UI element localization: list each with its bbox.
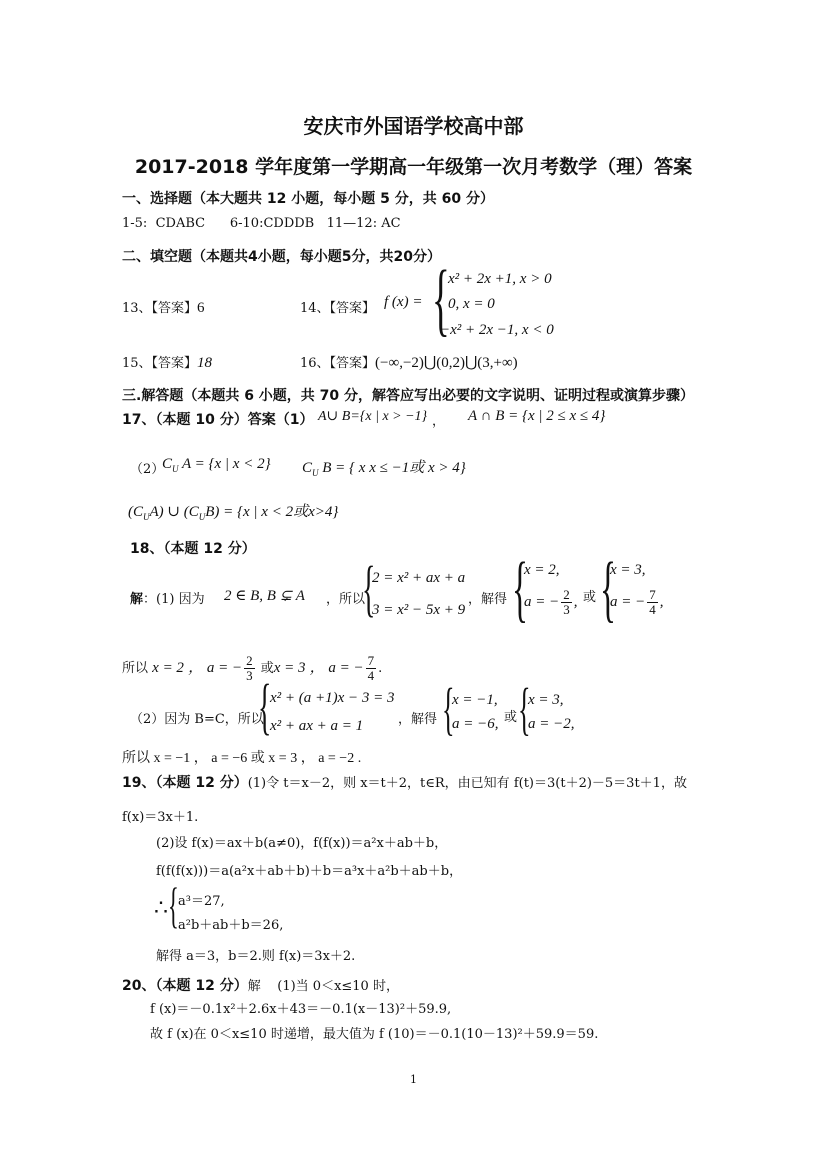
- q18-p2-s2b: a = −2,: [528, 716, 575, 732]
- exam-title: 2017-2018 学年度第一学期高一年级第一次月考数学（理）答案: [134, 156, 693, 178]
- q18-p2-concl: 所以 x = −1 ， a = −6 或 x = 3 ， a = −2 .: [122, 751, 362, 766]
- q20-line2: f (x)＝－0.1x²＋2.6x＋43＝－0.1(x－13)²＋59.9,: [150, 1002, 452, 1017]
- concl-x2: x = 2: [152, 660, 184, 676]
- q15-value: 18: [197, 355, 213, 371]
- cub-c: C: [302, 460, 313, 476]
- q14-case3: −x² + 2x −1, x < 0: [440, 322, 554, 338]
- q13-value: 6: [197, 300, 205, 316]
- q20-text1: 解 (1)当 0＜x≤10 时，: [247, 979, 399, 994]
- q18-brace1: {: [362, 555, 376, 623]
- q16-answer: [300, 352, 518, 372]
- q19-line4: f(f(f(x)))＝a(a²x＋ab＋b)＋b＝a³x＋a²b＋ab＋b，: [156, 864, 463, 879]
- q17-complement-union: [128, 500, 338, 522]
- q14-case1: x² + 2x +1, x > 0: [448, 271, 552, 287]
- cu-open: (C: [128, 504, 143, 520]
- s2b-num: 7: [649, 587, 656, 602]
- q18-p2-s2a: x = 3,: [528, 692, 564, 708]
- q18-brace3: {: [600, 548, 616, 630]
- q19-line1: [122, 772, 687, 792]
- q15-answer: [122, 352, 212, 372]
- page-number: 1: [410, 1073, 417, 1086]
- section1-heading: 一、选择题（本大题共 12 小题，每小题 5 分，共 60 分）: [122, 191, 494, 207]
- q14-case2: 0, x = 0: [448, 296, 495, 312]
- section3-heading: 三.解答题（本题共 6 小题，共 70 分，解答应写出必要的文字说明、证明过程或演算步骤）: [122, 388, 695, 404]
- concl-or: 或: [260, 661, 274, 676]
- concl2-num: 7: [367, 653, 375, 668]
- q18-p1-or: 或: [583, 590, 597, 605]
- q18-brace5: {: [442, 676, 455, 741]
- q19-sys2: a²b＋ab＋b＝26,: [178, 918, 284, 933]
- q18-p1-s1a: x = 2,: [524, 562, 560, 578]
- q18-p2-intro: （2）因为 B=C，所以: [130, 712, 264, 727]
- q18-p1-s2b: a = − $\frac{7}{4}$ ,: [610, 587, 664, 617]
- cu-mid: A) ∪ (C: [149, 504, 199, 520]
- q19-text1: (1)令 t＝x－2，则 x＝t＋2，t∈R，由已知有 f(t)＝3(t＋2)－5＝3t＋1，故: [247, 776, 687, 791]
- q18-p2-or: 或: [504, 710, 518, 725]
- concl-num: 2: [246, 653, 253, 668]
- q18-p1-so: ，所以: [326, 592, 366, 607]
- q17-sep: ，: [432, 414, 446, 429]
- q19-label: 19、（本题 12 分）: [122, 775, 248, 791]
- q20-line1: [122, 975, 399, 995]
- s2b-pre: a = −: [610, 593, 646, 610]
- q18-p2-s1b: a = −6,: [452, 716, 499, 732]
- s1b-num: 2: [563, 587, 570, 602]
- choice-answers: 1-5: CDABC 6-10:CDDDB 11—12: AC: [122, 216, 401, 231]
- q14-func: f (x) =: [384, 294, 423, 310]
- school-title: 安庆市外国语学校高中部: [303, 114, 524, 138]
- q13-answer: [122, 297, 205, 317]
- s2b-den: 4: [649, 602, 656, 617]
- q19-line2: f(x)＝3x＋1.: [122, 810, 199, 825]
- q14-label: 14、【答案】: [300, 301, 376, 316]
- q18-p1-s2a: x = 3,: [610, 562, 646, 578]
- q19-sys1: a³＝27,: [178, 894, 225, 909]
- cu-sub2: U: [198, 512, 206, 522]
- q18-p2-solve: ，解得: [398, 712, 438, 727]
- q14-brace: {: [432, 253, 450, 344]
- concl-den: 3: [246, 668, 253, 683]
- q17-cub: [302, 456, 466, 478]
- q18-p2-eq1: x² + (a +1)x − 3 = 3: [270, 690, 395, 706]
- concl-pre: 所以: [122, 661, 149, 676]
- cub-sub: U: [312, 468, 319, 478]
- q16-value: (−∞,−2)⋃(0,2)⋃(3,+∞): [375, 355, 518, 371]
- q18-label: 18、（本题 12 分）: [130, 541, 256, 557]
- q18-p1-cond: 2 ∈ B, B ⊊ A: [224, 588, 305, 604]
- section2-heading: 二、填空题（本题共4小题，每小题5分，共20分）: [122, 249, 441, 265]
- q18-p1-concl: 所以 x = 2 ， a = − $\frac{2}{3}$ 或x = 3 ， a = − $\frac{7}{4}$ .: [122, 653, 383, 683]
- q18-p1-eq1: 2 = x² + ax + a: [372, 570, 466, 586]
- q17-label: 17、（本题 10 分）答案（1）: [122, 412, 314, 428]
- q18-p2-eq2: x² + ax + a = 1: [270, 718, 364, 734]
- q19-therefore: ∴: [154, 896, 168, 921]
- q18-p1-solve: ，解得: [468, 592, 508, 607]
- concl-x3: x = 3: [273, 660, 306, 676]
- q15-label: 15、【答案】: [122, 356, 198, 371]
- cu-sub1: U: [143, 512, 150, 522]
- q17-cua: [162, 456, 271, 474]
- concl-a2-pre: ， a = −: [309, 660, 364, 676]
- s1b-pre: a = −: [524, 593, 560, 610]
- cua-c: C: [162, 456, 173, 472]
- p1-intro: ：(1) 因为: [143, 592, 205, 607]
- q18-brace4: {: [258, 673, 272, 741]
- q19-brace: {: [168, 877, 179, 933]
- q17-union: A∪ B={x | x > −1}: [318, 409, 428, 424]
- q13-label: 13、【答案】: [122, 301, 198, 316]
- q18-p2-s1a: x = −1,: [452, 692, 498, 708]
- q20-label: 20、（本题 12 分）: [122, 978, 248, 994]
- q16-label: 16、【答案】: [300, 356, 376, 371]
- cu-end: B) = {x | x < 2或x>4}: [205, 504, 339, 520]
- q20-line3: 故 f (x)在 0＜x≤10 时递增，最大值为 f (10)＝－0.1(10－13)²＋59.9＝59.: [150, 1027, 599, 1042]
- cua-sub: U: [172, 464, 179, 474]
- cub-rest: B = { x x ≤ −1或 x > 4}: [322, 460, 466, 476]
- s1b-den: 3: [563, 602, 570, 617]
- concl2-den: 4: [367, 668, 375, 683]
- q18-p1-s1b: a = − $\frac{2}{3}$ ,: [524, 587, 578, 617]
- concl-a-pre: ， a = −: [188, 660, 243, 676]
- q17-part2-label: （2）: [130, 462, 165, 477]
- q18-brace6: {: [518, 676, 531, 741]
- q18-brace2: {: [512, 548, 528, 630]
- q17-intersect: A ∩ B = {x | 2 ≤ x ≤ 4}: [468, 408, 606, 424]
- cua-rest: A = {x | x < 2}: [182, 456, 271, 472]
- q19-line3: (2)设 f(x)＝ax＋b(a≠0)，f(f(x))＝a²x＋ab＋b，: [156, 836, 448, 851]
- q18-p1-intro: [130, 588, 205, 607]
- q18-p1-eq2: 3 = x² − 5x + 9: [372, 602, 466, 618]
- jie: 解: [130, 592, 144, 607]
- q19-line5: 解得 a＝3，b＝2.则 f(x)＝3x＋2.: [156, 949, 356, 964]
